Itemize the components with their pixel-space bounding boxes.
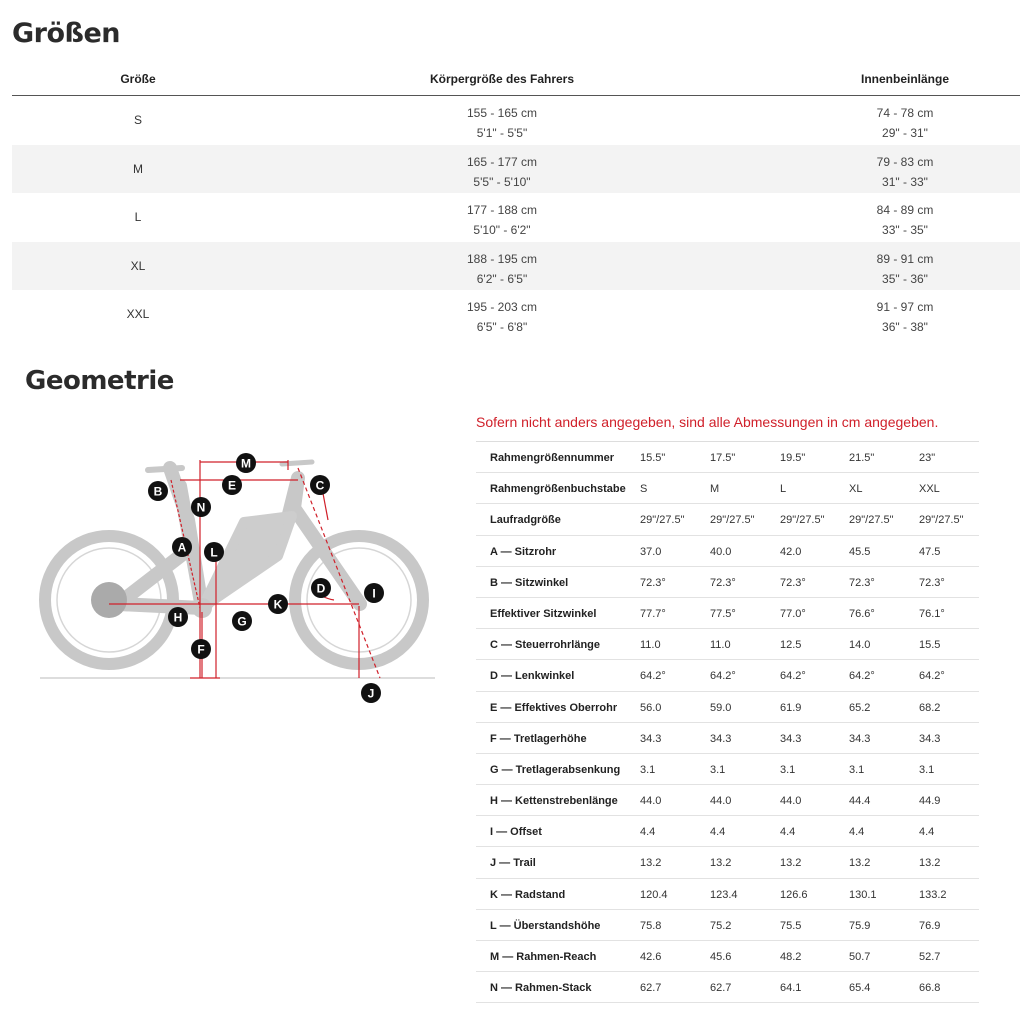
value-cell: 29"/27.5" xyxy=(710,514,755,527)
inseam-cm-text: 79 - 83 cm xyxy=(876,154,934,169)
value-cell: 29"/27.5" xyxy=(780,514,825,527)
saddle xyxy=(148,468,182,470)
svg-text:H: H xyxy=(173,610,183,625)
value-cell: 75.2 xyxy=(710,919,732,932)
table-row xyxy=(476,660,979,691)
inseam-cell xyxy=(877,200,934,240)
size-cell: S xyxy=(133,113,143,127)
value-cell: 72.3° xyxy=(640,576,666,589)
svg-text:M: M xyxy=(241,456,251,471)
row-label: L — Überstandshöhe xyxy=(490,919,601,932)
table-row xyxy=(476,723,979,754)
value-cell: 11.0 xyxy=(640,639,661,652)
inseam-cm-text: 89 - 91 cm xyxy=(876,251,934,266)
value-cell: 4.4 xyxy=(710,826,726,839)
value-cell: XL xyxy=(849,483,863,496)
value-cell: 17.5" xyxy=(710,452,736,464)
value-cell: 12.5 xyxy=(780,639,802,652)
value-cell: 13.2 xyxy=(710,857,732,870)
size-cell: M xyxy=(133,161,143,176)
value-cell: 15.5 xyxy=(919,639,941,652)
rider-height-cell xyxy=(467,200,537,240)
value-cell: 61.9 xyxy=(780,701,802,714)
value-cell: 65.4 xyxy=(849,982,871,995)
value-cell: 48.2 xyxy=(780,951,802,963)
marker-j xyxy=(361,683,381,703)
height-cm-text: 177 - 188 cm xyxy=(466,203,538,217)
marker-f xyxy=(191,639,211,659)
svg-text:G: G xyxy=(237,614,247,629)
table-row xyxy=(476,941,979,972)
row-label: D — Lenkwinkel xyxy=(490,670,575,683)
inseam-cell xyxy=(877,249,934,289)
value-cell: 34.3 xyxy=(780,732,802,745)
table-row xyxy=(476,442,979,473)
value-cell: 13.2 xyxy=(640,857,662,870)
value-cell: 29"/27.5" xyxy=(919,514,964,527)
height-in-text: 5'5" - 5'10" xyxy=(473,174,531,189)
value-cell: 72.3° xyxy=(849,576,875,589)
value-cell: 15.5" xyxy=(640,452,666,464)
value-cell: 3.1 xyxy=(919,763,935,776)
marker-m xyxy=(236,453,256,473)
value-cell: 64.2° xyxy=(849,670,875,683)
marker-i xyxy=(364,583,384,603)
value-cell: 64.2° xyxy=(710,670,736,683)
row-label: Effektiver Sitzwinkel xyxy=(490,607,597,620)
marker-c xyxy=(310,475,330,495)
svg-text:L: L xyxy=(210,545,218,560)
marker-g xyxy=(232,611,252,631)
inseam-cell xyxy=(877,297,934,337)
table-row xyxy=(476,910,979,941)
geometry-table xyxy=(476,441,979,1003)
value-cell: 120.4 xyxy=(640,888,668,901)
marker-e xyxy=(222,475,242,495)
header-rider-height: Körpergröße des Fahrers xyxy=(429,72,575,86)
value-cell: 64.2° xyxy=(780,670,806,683)
value-cell: 75.9 xyxy=(849,919,871,932)
row-label: M — Rahmen-Reach xyxy=(490,951,597,963)
inseam-in-text: 31" - 33" xyxy=(882,174,928,189)
inseam-in-text: 33" - 35" xyxy=(882,223,928,237)
value-cell: 19.5" xyxy=(780,452,806,464)
row-label: E — Effektives Oberrohr xyxy=(490,701,618,714)
marker-h xyxy=(168,607,188,627)
height-cm-text: 195 - 203 cm xyxy=(466,300,538,314)
value-cell: 64.1 xyxy=(780,982,802,995)
value-cell: 52.7 xyxy=(919,951,941,963)
svg-text:E: E xyxy=(227,478,237,493)
height-in-text: 6'2" - 6'5" xyxy=(476,271,528,286)
bike-geometry-diagram xyxy=(30,440,450,720)
value-cell: 42.6 xyxy=(640,951,662,963)
inseam-in-text: 35" - 36" xyxy=(882,271,928,286)
rider-height-cell xyxy=(467,249,537,289)
value-cell: 13.2 xyxy=(919,857,941,870)
table-row xyxy=(476,536,979,567)
table-row xyxy=(12,96,1020,145)
value-cell: 37.0 xyxy=(640,545,662,558)
value-cell: 4.4 xyxy=(640,826,656,839)
value-cell: 75.5 xyxy=(780,919,802,932)
row-label: F — Tretlagerhöhe xyxy=(490,732,587,745)
value-cell: 76.6° xyxy=(849,607,875,620)
table-row xyxy=(12,193,1020,242)
svg-text:J: J xyxy=(367,686,375,701)
row-label: C — Steuerrohrlänge xyxy=(490,639,601,652)
table-row xyxy=(476,754,979,785)
table-row xyxy=(476,567,979,598)
value-cell: 34.3 xyxy=(919,732,941,745)
value-cell: 66.8 xyxy=(919,982,941,995)
value-cell: 34.3 xyxy=(849,732,871,745)
height-cm-text: 188 - 195 cm xyxy=(466,251,538,266)
marker-k xyxy=(268,594,288,614)
table-row xyxy=(12,242,1020,291)
value-cell: 34.3 xyxy=(710,732,732,745)
table-row xyxy=(476,473,979,504)
value-cell: 77.5° xyxy=(710,607,736,620)
units-note: Sofern nicht anders angegeben, sind alle Abmessungen in cm angegeben. xyxy=(476,414,939,430)
value-cell: 3.1 xyxy=(780,763,796,776)
row-label: I — Offset xyxy=(490,826,542,839)
size-cell: XL xyxy=(130,258,146,273)
value-cell: S xyxy=(640,483,648,496)
sizes-table-body xyxy=(12,96,1020,339)
value-cell: 4.4 xyxy=(849,826,865,839)
value-cell: 23" xyxy=(919,452,936,464)
value-cell: 14.0 xyxy=(849,639,871,652)
inseam-cell xyxy=(877,152,934,192)
table-row xyxy=(476,504,979,535)
value-cell: 76.1° xyxy=(919,607,945,620)
header-size: Größe xyxy=(120,72,156,86)
value-cell: 45.6 xyxy=(710,951,732,963)
row-label: Laufradgröße xyxy=(490,514,561,527)
row-label: Rahmengrößennummer xyxy=(490,452,615,464)
sizes-heading: Größen xyxy=(12,18,120,49)
value-cell: 44.0 xyxy=(780,795,802,808)
svg-text:D: D xyxy=(316,581,326,596)
value-cell: 64.2° xyxy=(640,670,666,683)
value-cell: 44.0 xyxy=(640,795,662,808)
table-row xyxy=(476,972,979,1003)
value-cell: 3.1 xyxy=(640,763,656,776)
value-cell: 13.2 xyxy=(849,857,871,870)
value-cell: 68.2 xyxy=(919,701,941,714)
table-row xyxy=(476,879,979,910)
value-cell: 56.0 xyxy=(640,701,662,714)
rider-height-cell xyxy=(467,103,537,143)
table-row xyxy=(476,816,979,847)
value-cell: 133.2 xyxy=(919,888,947,901)
svg-text:A: A xyxy=(177,540,187,555)
value-cell: 13.2 xyxy=(780,857,802,870)
value-cell: 65.2 xyxy=(849,701,871,714)
size-cell: XXL xyxy=(126,307,150,321)
geometry-heading: Geometrie xyxy=(25,366,174,396)
marker-b xyxy=(148,481,168,501)
value-cell: L xyxy=(780,483,787,496)
row-label: N — Rahmen-Stack xyxy=(490,982,592,995)
inseam-cm-text: 84 - 89 cm xyxy=(876,203,934,217)
height-cm-text: 165 - 177 cm xyxy=(466,154,538,169)
value-cell: 75.8 xyxy=(640,919,662,932)
table-row xyxy=(476,692,979,723)
inseam-in-text: 29" - 31" xyxy=(882,126,928,140)
table-row xyxy=(476,629,979,660)
value-cell: 4.4 xyxy=(780,826,796,839)
rider-height-cell xyxy=(467,297,537,337)
value-cell: 126.6 xyxy=(780,888,808,901)
value-cell: 4.4 xyxy=(919,826,935,839)
value-cell: 42.0 xyxy=(780,545,802,558)
value-cell: 72.3° xyxy=(710,576,736,589)
value-cell: 59.0 xyxy=(710,701,732,714)
height-in-text: 5'1" - 5'5" xyxy=(476,126,528,140)
height-in-text: 6'5" - 6'8" xyxy=(476,320,528,334)
row-label: J — Trail xyxy=(490,857,536,870)
svg-text:K: K xyxy=(273,597,283,612)
inseam-cell xyxy=(877,103,934,143)
value-cell: 40.0 xyxy=(710,545,732,558)
inseam-in-text: 36" - 38" xyxy=(882,320,928,334)
value-cell: 123.4 xyxy=(710,888,738,901)
table-row xyxy=(476,847,979,878)
row-label: G — Tretlagerabsenkung xyxy=(490,763,621,776)
value-cell: 21.5" xyxy=(849,452,875,464)
value-cell: 11.0 xyxy=(710,639,731,652)
value-cell: 130.1 xyxy=(849,888,877,901)
value-cell: 3.1 xyxy=(849,763,865,776)
row-label: Rahmengrößenbuchstabe xyxy=(490,483,626,496)
svg-text:C: C xyxy=(315,478,325,493)
table-row xyxy=(476,598,979,629)
value-cell: 72.3° xyxy=(919,576,945,589)
marker-d xyxy=(311,578,331,598)
cassette xyxy=(91,582,127,618)
size-cell: L xyxy=(134,210,142,224)
value-cell: 72.3° xyxy=(780,576,806,589)
value-cell: 77.0° xyxy=(780,607,806,620)
table-row xyxy=(12,290,1020,339)
svg-text:I: I xyxy=(372,586,376,601)
height-cm-text: 155 - 165 cm xyxy=(466,106,538,120)
row-label: A — Sitzrohr xyxy=(490,545,557,558)
svg-text:F: F xyxy=(197,642,205,657)
value-cell: 44.0 xyxy=(710,795,732,808)
marker-n xyxy=(191,497,211,517)
svg-text:B: B xyxy=(153,484,163,499)
value-cell: 50.7 xyxy=(849,951,871,963)
value-cell: 62.7 xyxy=(710,982,732,995)
row-label: K — Radstand xyxy=(490,888,566,901)
value-cell: 77.7° xyxy=(640,607,666,620)
table-row xyxy=(476,785,979,816)
inseam-cm-text: 74 - 78 cm xyxy=(876,106,934,120)
row-label: B — Sitzwinkel xyxy=(490,576,569,589)
marker-a xyxy=(172,537,192,557)
value-cell: 29"/27.5" xyxy=(640,514,685,527)
sizes-table-header xyxy=(12,64,1020,96)
sizes-table xyxy=(12,64,1020,339)
header-inseam: Innenbeinlänge xyxy=(860,72,950,86)
value-cell: 45.5 xyxy=(849,545,871,558)
table-row xyxy=(12,145,1020,194)
svg-text:N: N xyxy=(196,500,206,515)
value-cell: 3.1 xyxy=(710,763,726,776)
value-cell: XXL xyxy=(919,483,940,496)
marker-l xyxy=(204,542,224,562)
value-cell: 64.2° xyxy=(919,670,945,683)
value-cell: 47.5 xyxy=(919,545,941,558)
value-cell: 44.9 xyxy=(919,795,941,808)
value-cell: M xyxy=(710,483,720,496)
value-cell: 62.7 xyxy=(640,982,662,995)
height-in-text: 5'10" - 6'2" xyxy=(473,223,531,237)
value-cell: 34.3 xyxy=(640,732,662,745)
value-cell: 76.9 xyxy=(919,919,941,932)
inseam-cm-text: 91 - 97 cm xyxy=(876,300,934,314)
value-cell: 44.4 xyxy=(849,795,871,808)
value-cell: 29"/27.5" xyxy=(849,514,894,527)
row-label: H — Kettenstrebenlänge xyxy=(490,795,618,808)
rider-height-cell xyxy=(467,152,537,192)
